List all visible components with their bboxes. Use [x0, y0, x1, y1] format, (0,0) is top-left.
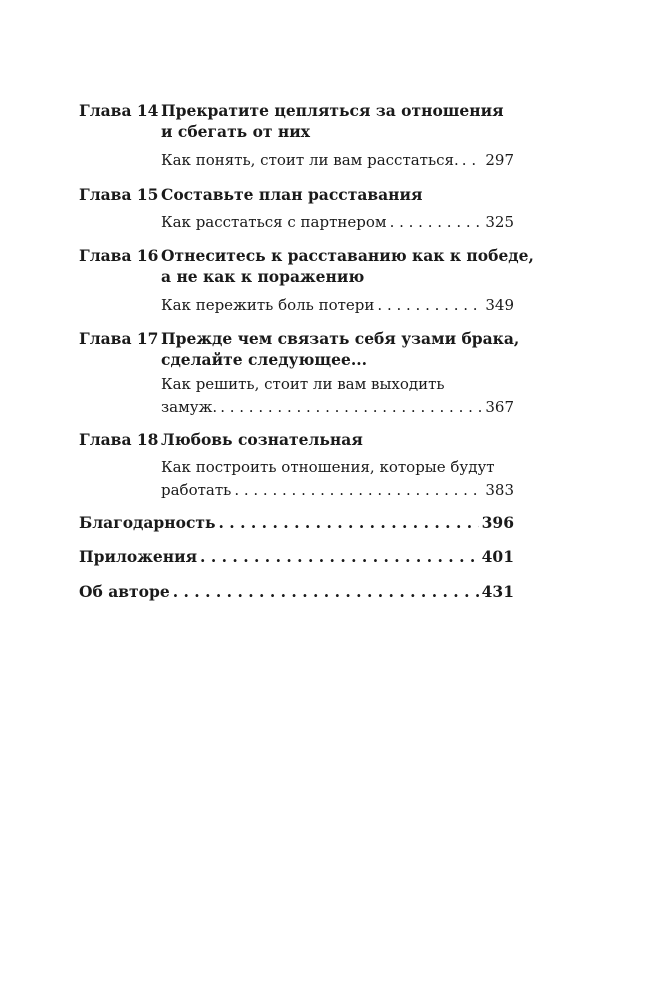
subtitle-text: работать	[161, 481, 232, 499]
chapter-number: Глава 18	[79, 430, 159, 449]
chapter-title	[161, 429, 521, 450]
page-number: 383	[485, 481, 514, 499]
page-number: 396	[481, 513, 514, 532]
chapter-title-line: Прежде чем связать себя узами брака,	[161, 329, 520, 348]
subtitle-text: Как пережить боль потери	[161, 296, 375, 314]
toc-entry-about-author[interactable]	[79, 581, 514, 602]
entry-title: Приложения	[79, 547, 198, 566]
dot-leader	[377, 295, 482, 316]
page-number: 297	[485, 151, 514, 169]
chapter-number: Глава 17	[79, 329, 159, 348]
chapter-number: Глава 14	[79, 101, 159, 120]
dot-leader	[173, 581, 479, 602]
chapter-subtitle	[161, 457, 514, 501]
chapter-title-line: Составьте план расставания	[161, 185, 423, 204]
dot-leader	[200, 546, 479, 567]
subtitle-text: Как понять, стоит ли вам расстаться.	[161, 151, 459, 169]
chapter-title-line: а не как к поражению	[161, 267, 365, 286]
chapter-title	[161, 100, 521, 142]
chapter-title	[161, 184, 521, 205]
dot-leader	[234, 480, 482, 501]
dot-leader	[462, 150, 483, 171]
page-number: 401	[481, 547, 514, 566]
subtitle-text: Как расстаться с партнером	[161, 213, 387, 231]
leader-row	[161, 295, 514, 316]
chapter-title-line: и сбегать от них	[161, 122, 311, 141]
chapter-subtitle	[161, 295, 514, 316]
leader-row	[161, 212, 514, 233]
chapter-subtitle	[161, 212, 514, 233]
leader-row	[79, 546, 514, 567]
toc-entry-acknowledgements[interactable]	[79, 512, 514, 533]
page-number: 431	[481, 582, 514, 601]
leader-row	[79, 581, 514, 602]
subtitle-text: Как построить отношения, которые будут	[161, 458, 495, 476]
chapter-subtitle	[161, 150, 514, 171]
subtitle-text: Как решить, стоит ли вам выходить	[161, 375, 445, 393]
leader-row	[79, 512, 514, 533]
page-number: 349	[485, 296, 514, 314]
chapter-title	[161, 245, 534, 287]
leader-row	[161, 150, 514, 171]
leader-row	[161, 397, 514, 418]
chapter-subtitle	[161, 374, 514, 418]
subtitle-text: замуж.	[161, 398, 218, 416]
page-number: 367	[485, 398, 514, 416]
dot-leader	[219, 512, 479, 533]
page-number: 325	[485, 213, 514, 231]
chapter-number: Глава 15	[79, 185, 159, 204]
dot-leader	[390, 212, 483, 233]
chapter-title-line: Любовь сознательная	[161, 430, 363, 449]
chapter-title-line: Отнеситесь к расставанию как к победе,	[161, 246, 534, 265]
entry-title: Об авторе	[79, 582, 170, 601]
chapter-title	[161, 328, 521, 370]
chapter-title-line: Прекратите цепляться за отношения	[161, 101, 504, 120]
chapter-number: Глава 16	[79, 246, 159, 265]
dot-leader	[220, 397, 482, 418]
leader-row	[161, 480, 514, 501]
chapter-title-line: сделайте следующее...	[161, 350, 368, 369]
toc-entry-appendices[interactable]	[79, 546, 514, 567]
entry-title: Благодарность	[79, 513, 216, 532]
